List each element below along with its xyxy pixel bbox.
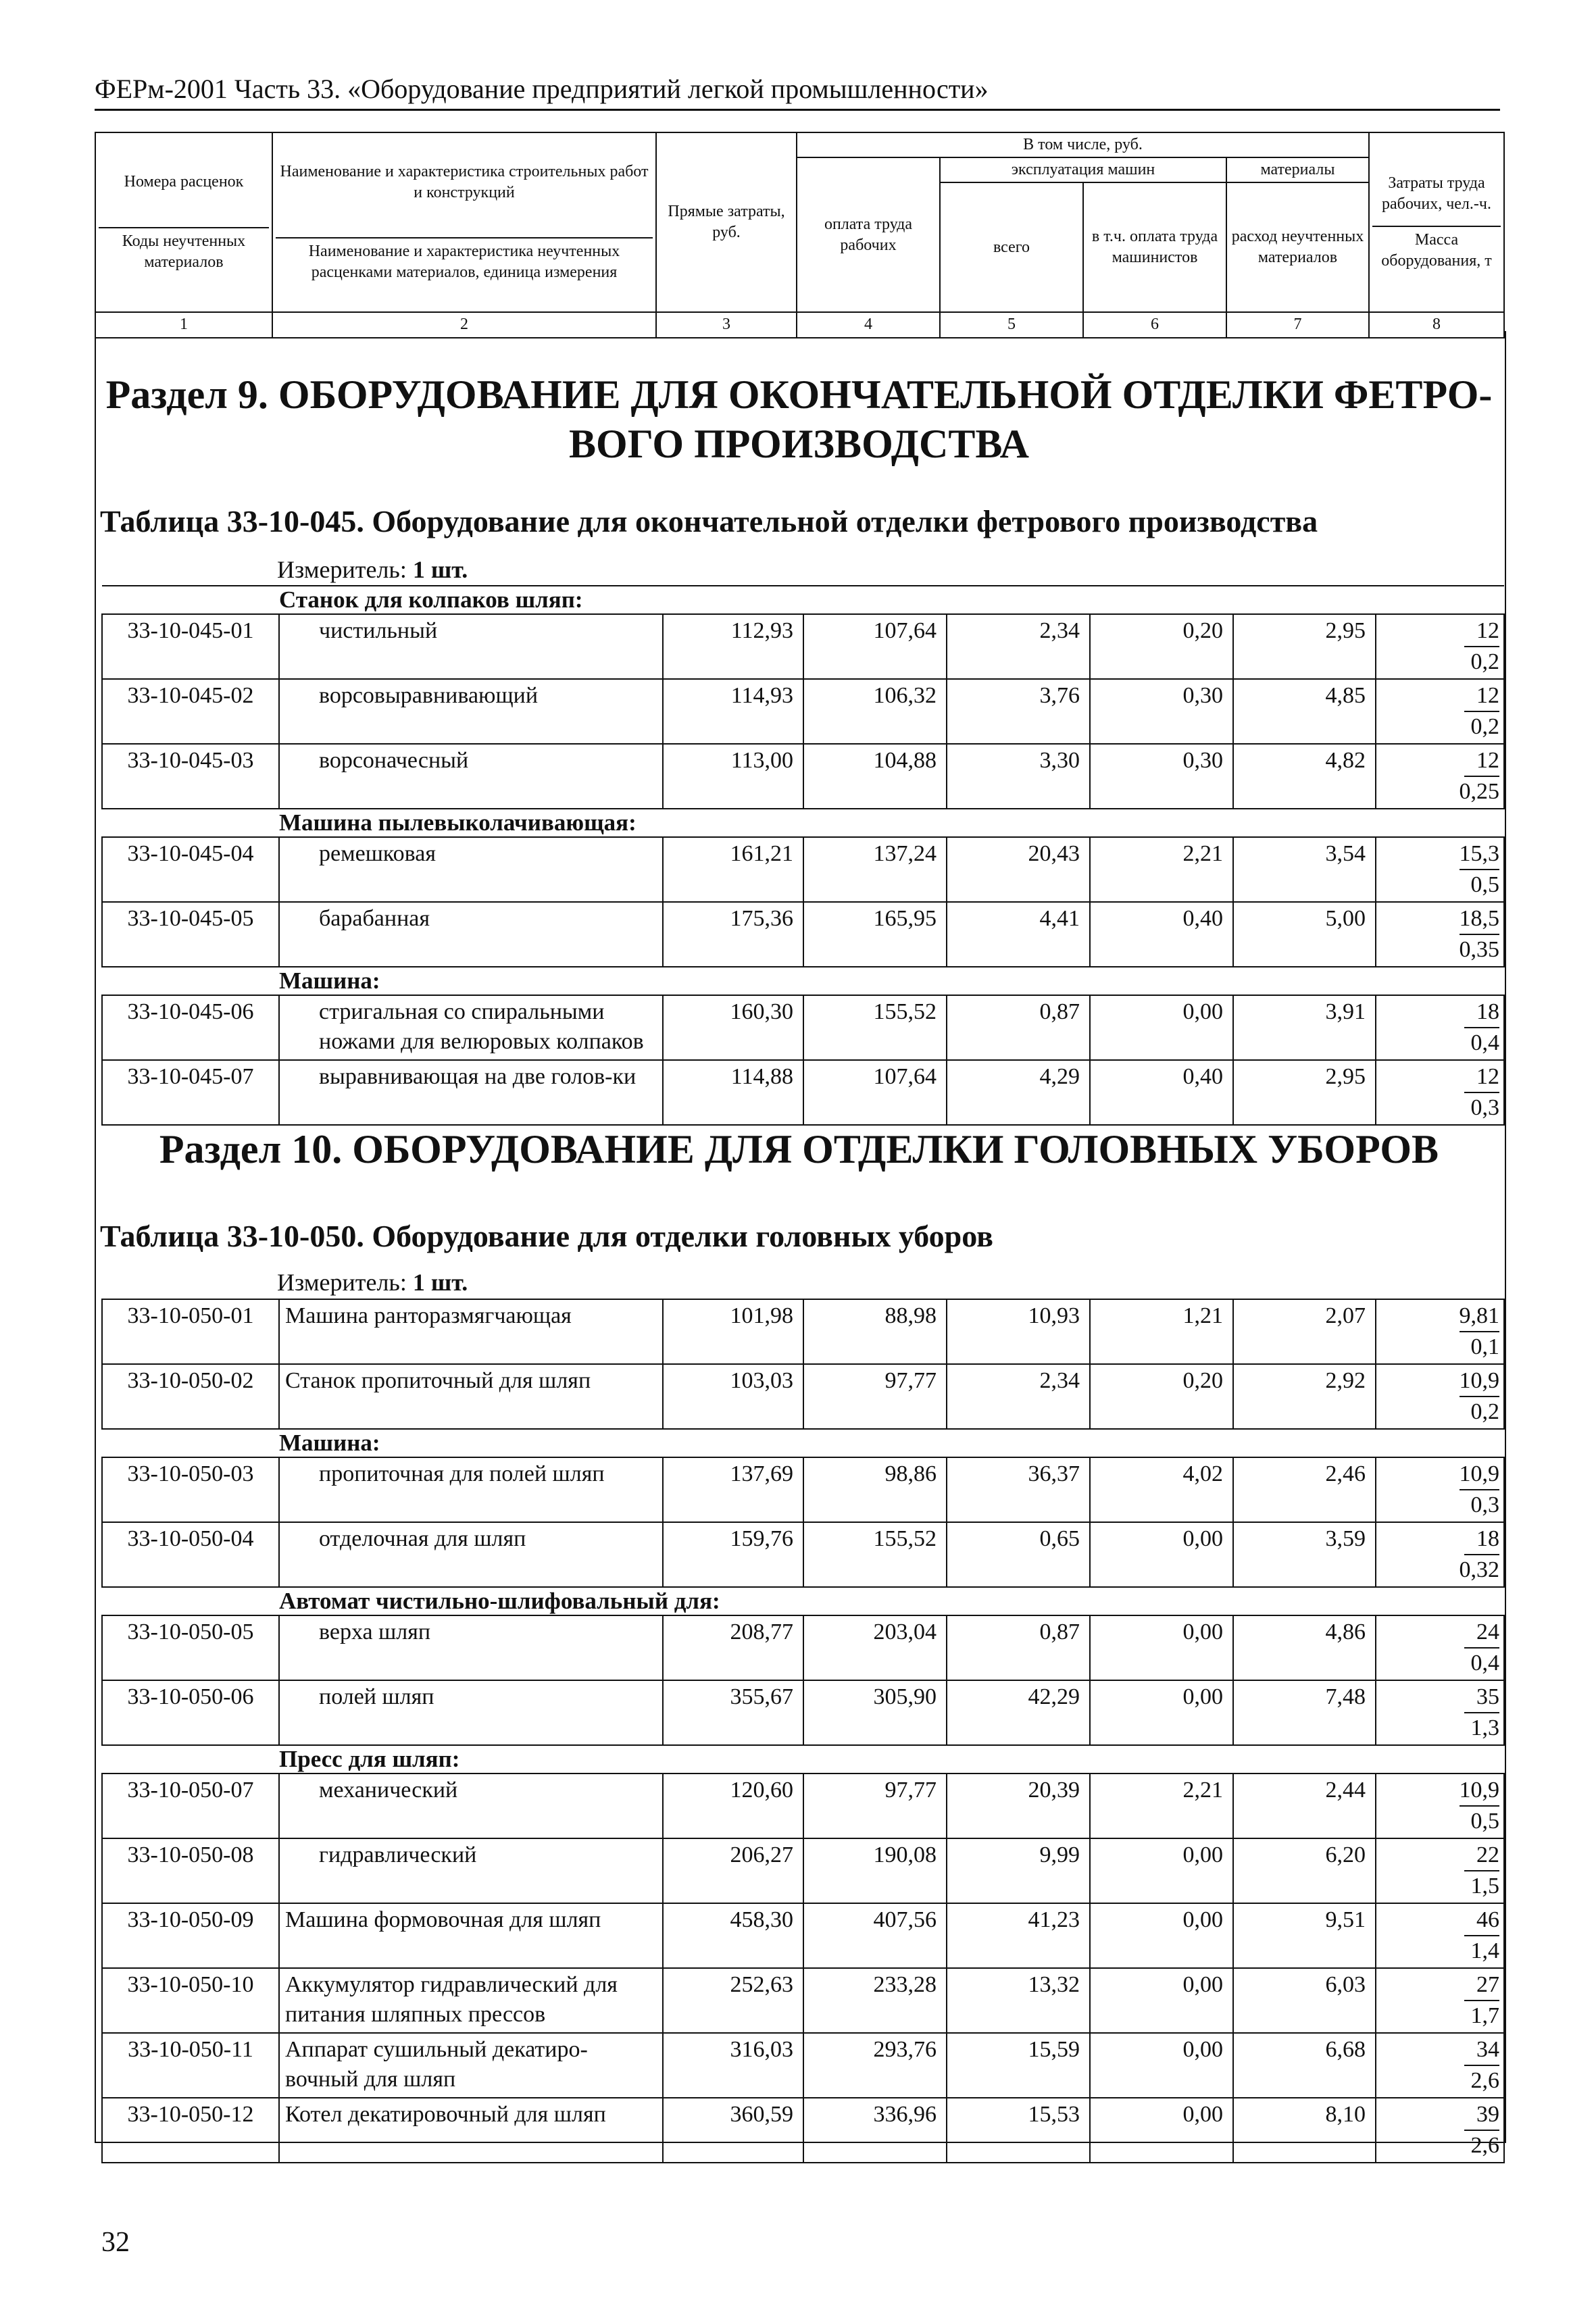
labor-hours: 18: [1464, 997, 1499, 1028]
worker-labor-cost: 293,76: [803, 2033, 947, 2098]
item-name: чистильный: [279, 614, 663, 679]
col4-header: оплата труда рабочих: [797, 157, 940, 312]
labor-hours: 12: [1464, 681, 1499, 712]
col-number: 1: [95, 312, 272, 337]
equipment-mass: 0,4: [1470, 1030, 1500, 1055]
labor-hours: 46: [1464, 1905, 1499, 1936]
labor-hours-and-mass: [1376, 902, 1504, 967]
rate-code: 33-10-045-04: [102, 837, 279, 902]
col1-header: [95, 132, 272, 312]
table-row: [102, 995, 1504, 1060]
machinist-labor-cost: 0,00: [1090, 1615, 1233, 1680]
machinist-labor-cost: 0,00: [1090, 1838, 1233, 1903]
machine-cost-total: 2,34: [947, 1364, 1090, 1429]
materials-cost: 4,85: [1233, 679, 1376, 744]
machinist-labor-cost: 0,30: [1090, 744, 1233, 809]
labor-hours-and-mass: [1376, 679, 1504, 744]
machine-cost-total: 36,37: [947, 1457, 1090, 1522]
measure-value: 1 шт.: [412, 1269, 468, 1296]
group-heading: Автомат чистильно-шлифовальный для:: [102, 1587, 1504, 1615]
table-33-10-050: [101, 1299, 1505, 2163]
item-name: пропиточная для полей шляп: [279, 1457, 663, 1522]
direct-costs: 208,77: [663, 1615, 803, 1680]
col8-header: [1369, 132, 1504, 312]
rate-code: 33-10-050-12: [102, 2098, 279, 2163]
col1-header-bottom: Коды неучтенных материалов: [99, 227, 269, 273]
worker-labor-cost: 98,86: [803, 1457, 947, 1522]
table-row: [102, 1680, 1504, 1745]
rate-code: 33-10-045-02: [102, 679, 279, 744]
direct-costs: 120,60: [663, 1774, 803, 1838]
labor-hours-and-mass: [1376, 1903, 1504, 1968]
col2-header: [272, 132, 656, 312]
labor-hours-and-mass: [1376, 1522, 1504, 1587]
labor-hours-and-mass: [1376, 1299, 1504, 1364]
labor-hours: 15,3: [1460, 839, 1500, 870]
direct-costs: 103,03: [663, 1364, 803, 1429]
materials-cost: 3,59: [1233, 1522, 1376, 1587]
item-name: ремешковая: [279, 837, 663, 902]
materials-cost: 5,00: [1233, 902, 1376, 967]
item-name: Котел декатировочный для шляп: [279, 2098, 663, 2163]
rate-code: 33-10-045-07: [102, 1060, 279, 1125]
labor-hours: 22: [1464, 1840, 1499, 1871]
col-number: 7: [1226, 312, 1369, 337]
machine-cost-total: 0,87: [947, 995, 1090, 1060]
direct-costs: 159,76: [663, 1522, 803, 1587]
equipment-mass: 0,2: [1470, 714, 1500, 739]
labor-hours: 10,9: [1460, 1366, 1500, 1397]
item-name: барабанная: [279, 902, 663, 967]
item-name: Аппарат сушильный декатиро-вочный для шляп: [279, 2033, 663, 2098]
machinist-labor-cost: 0,00: [1090, 1903, 1233, 1968]
materials-cost: 2,92: [1233, 1364, 1376, 1429]
machinist-labor-cost: 0,00: [1090, 995, 1233, 1060]
machine-cost-total: 20,39: [947, 1774, 1090, 1838]
table-row: [102, 744, 1504, 809]
labor-hours: 24: [1464, 1617, 1499, 1649]
page-number: 32: [101, 2227, 130, 2258]
group-heading-row: [102, 1429, 1504, 1457]
machine-cost-total: 4,29: [947, 1060, 1090, 1125]
labor-hours-and-mass: [1376, 1364, 1504, 1429]
group-exploit-header: эксплуатация машин: [940, 157, 1226, 182]
item-name: Аккумулятор гидравлический для питания шляпных прессов: [279, 1968, 663, 2033]
item-name: стригальная со спиральными ножами для велюровых колпаков: [279, 995, 663, 1060]
group-heading: Станок для колпаков шляп:: [102, 586, 1504, 614]
materials-cost: 2,95: [1233, 614, 1376, 679]
direct-costs: 175,36: [663, 902, 803, 967]
worker-labor-cost: 233,28: [803, 1968, 947, 2033]
equipment-mass: 1,5: [1470, 1873, 1499, 1898]
rate-code: 33-10-045-01: [102, 614, 279, 679]
machine-cost-total: 0,87: [947, 1615, 1090, 1680]
machine-cost-total: 9,99: [947, 1838, 1090, 1903]
col-number: 3: [656, 312, 797, 337]
materials-cost: 2,44: [1233, 1774, 1376, 1838]
direct-costs: 458,30: [663, 1903, 803, 1968]
group-incl-header: В том числе, руб.: [797, 132, 1369, 157]
machinist-labor-cost: 0,40: [1090, 1060, 1233, 1125]
labor-hours-and-mass: [1376, 1774, 1504, 1838]
worker-labor-cost: 203,04: [803, 1615, 947, 1680]
machinist-labor-cost: 0,00: [1090, 2033, 1233, 2098]
machinist-labor-cost: 0,00: [1090, 2098, 1233, 2163]
rate-code: 33-10-050-05: [102, 1615, 279, 1680]
equipment-mass: 0,2: [1470, 1399, 1499, 1424]
direct-costs: 113,00: [663, 744, 803, 809]
materials-cost: 9,51: [1233, 1903, 1376, 1968]
labor-hours-and-mass: [1376, 995, 1504, 1060]
item-name: Машина ранторазмягчающая: [279, 1299, 663, 1364]
materials-cost: 4,82: [1233, 744, 1376, 809]
item-name: ворсовыравнивающий: [279, 679, 663, 744]
direct-costs: 114,88: [663, 1060, 803, 1125]
section-9-title: Раздел 9. ОБОРУДОВАНИЕ ДЛЯ ОКОНЧАТЕЛЬНОЙ ОТДЕЛКИ ФЕТРО-ВОГО ПРОИЗВОДСТВА: [105, 372, 1493, 467]
direct-costs: 161,21: [663, 837, 803, 902]
col5-header: всего: [940, 182, 1083, 312]
group-heading-row: [102, 586, 1504, 614]
labor-hours-and-mass: [1376, 2033, 1504, 2098]
labor-hours-and-mass: [1376, 1838, 1504, 1903]
equipment-mass: 0,2: [1470, 649, 1500, 674]
machine-cost-total: 41,23: [947, 1903, 1090, 1968]
machinist-labor-cost: 0,20: [1090, 1364, 1233, 1429]
worker-labor-cost: 407,56: [803, 1903, 947, 1968]
table-row: [102, 1299, 1504, 1364]
materials-cost: 2,46: [1233, 1457, 1376, 1522]
running-title: ФЕРм-2001 Часть 33. «Оборудование предприятий легкой промышленности»: [95, 73, 1500, 111]
group-heading-row: [102, 1587, 1504, 1615]
section-10-title: Раздел 10. ОБОРУДОВАНИЕ ДЛЯ ОТДЕЛКИ ГОЛОВНЫХ УБОРОВ: [159, 1127, 1439, 1172]
group-heading: Машина пылевыколачивающая:: [102, 809, 1504, 837]
labor-hours-and-mass: [1376, 2098, 1504, 2163]
group-heading-row: [102, 1745, 1504, 1774]
rate-code: 33-10-050-02: [102, 1364, 279, 1429]
group-materials-header: материалы: [1226, 157, 1369, 182]
col8-header-bottom: Масса оборудования, т: [1372, 226, 1501, 272]
machinist-labor-cost: 0,20: [1090, 614, 1233, 679]
direct-costs: 316,03: [663, 2033, 803, 2098]
col7-header: расход неучтенных материалов: [1226, 182, 1369, 312]
machinist-labor-cost: 4,02: [1090, 1457, 1233, 1522]
table-row: [102, 1838, 1504, 1903]
item-name: гидравлический: [279, 1838, 663, 1903]
labor-hours: 12: [1464, 616, 1499, 647]
materials-cost: 3,91: [1233, 995, 1376, 1060]
direct-costs: 355,67: [663, 1680, 803, 1745]
col-number: 6: [1083, 312, 1226, 337]
direct-costs: 160,30: [663, 995, 803, 1060]
equipment-mass: 0,32: [1459, 1557, 1499, 1582]
worker-labor-cost: 305,90: [803, 1680, 947, 1745]
labor-hours-and-mass: [1376, 614, 1504, 679]
materials-cost: 2,07: [1233, 1299, 1376, 1364]
direct-costs: 101,98: [663, 1299, 803, 1364]
machine-cost-total: 3,76: [947, 679, 1090, 744]
item-name: полей шляп: [279, 1680, 663, 1745]
column-header-table: [95, 132, 1505, 338]
machinist-labor-cost: 0,00: [1090, 1968, 1233, 2033]
rate-code: 33-10-050-04: [102, 1522, 279, 1587]
labor-hours: 39: [1464, 2100, 1499, 2131]
materials-cost: 6,20: [1233, 1838, 1376, 1903]
group-heading: Пресс для шляп:: [102, 1745, 1504, 1774]
col-number: 8: [1369, 312, 1504, 337]
table-row: [102, 1457, 1504, 1522]
equipment-mass: 0,5: [1470, 872, 1500, 897]
labor-hours: 18: [1464, 1524, 1499, 1555]
machinist-labor-cost: 1,21: [1090, 1299, 1233, 1364]
table-33-10-045: [101, 585, 1505, 1126]
labor-hours: 35: [1464, 1682, 1499, 1713]
rate-code: 33-10-050-06: [102, 1680, 279, 1745]
item-name: ворсоначесный: [279, 744, 663, 809]
machinist-labor-cost: 2,21: [1090, 1774, 1233, 1838]
worker-labor-cost: 155,52: [803, 995, 947, 1060]
col1-header-top: Номера расценок: [124, 173, 244, 191]
machinist-labor-cost: 0,00: [1090, 1522, 1233, 1587]
table-row: [102, 1615, 1504, 1680]
worker-labor-cost: 107,64: [803, 614, 947, 679]
labor-hours-and-mass: [1376, 1060, 1504, 1125]
machinist-labor-cost: 0,40: [1090, 902, 1233, 967]
machine-cost-total: 4,41: [947, 902, 1090, 967]
col6-header: в т.ч. оплата труда машинистов: [1083, 182, 1226, 312]
worker-labor-cost: 336,96: [803, 2098, 947, 2163]
labor-hours-and-mass: [1376, 744, 1504, 809]
equipment-mass: 0,3: [1470, 1095, 1500, 1120]
table-row: [102, 2033, 1504, 2098]
rate-code: 33-10-050-09: [102, 1903, 279, 1968]
rate-code: 33-10-050-07: [102, 1774, 279, 1838]
equipment-mass: 1,4: [1470, 1938, 1499, 1963]
col8-header-top: Затраты труда рабочих, чел.-ч.: [1382, 174, 1491, 213]
table-row: [102, 1774, 1504, 1838]
machinist-labor-cost: 0,00: [1090, 1680, 1233, 1745]
equipment-mass: 0,1: [1470, 1334, 1499, 1359]
col-number: 5: [940, 312, 1083, 337]
rate-code: 33-10-050-01: [102, 1299, 279, 1364]
worker-labor-cost: 107,64: [803, 1060, 947, 1125]
rate-code: 33-10-045-05: [102, 902, 279, 967]
table-row: [102, 614, 1504, 679]
col-number: 2: [272, 312, 656, 337]
machine-cost-total: 15,53: [947, 2098, 1090, 2163]
item-name: механический: [279, 1774, 663, 1838]
equipment-mass: 0,5: [1470, 1809, 1499, 1834]
machinist-labor-cost: 0,30: [1090, 679, 1233, 744]
table-row: [102, 902, 1504, 967]
col2-header-bottom: Наименование и характеристика неучтенных расценками материалов, единица измерения: [276, 237, 653, 283]
item-name: выравнивающая на две голов-ки: [279, 1060, 663, 1125]
equipment-mass: 0,3: [1470, 1492, 1499, 1517]
machine-cost-total: 2,34: [947, 614, 1090, 679]
labor-hours: 10,9: [1460, 1776, 1500, 1807]
labor-hours-and-mass: [1376, 837, 1504, 902]
machine-cost-total: 20,43: [947, 837, 1090, 902]
worker-labor-cost: 137,24: [803, 837, 947, 902]
direct-costs: 360,59: [663, 2098, 803, 2163]
worker-labor-cost: 190,08: [803, 1838, 947, 1903]
direct-costs: 112,93: [663, 614, 803, 679]
measure-value: 1 шт.: [412, 556, 468, 583]
materials-cost: 7,48: [1233, 1680, 1376, 1745]
col-number: 4: [797, 312, 940, 337]
table-row: [102, 837, 1504, 902]
machine-cost-total: 13,32: [947, 1968, 1090, 2033]
col2-header-top: Наименование и характеристика строительных работ и конструкций: [280, 162, 649, 201]
labor-hours-and-mass: [1376, 1968, 1504, 2033]
labor-hours: 18,5: [1460, 904, 1500, 935]
table-row: [102, 2098, 1504, 2163]
direct-costs: 114,93: [663, 679, 803, 744]
materials-cost: 6,68: [1233, 2033, 1376, 2098]
table-33-10-045-title: Таблица 33-10-045. Оборудование для окончательной отделки фетрового производства: [100, 504, 1318, 538]
group-heading-row: [102, 967, 1504, 995]
labor-hours: 27: [1464, 1970, 1499, 2001]
group-heading-row: [102, 809, 1504, 837]
materials-cost: 2,95: [1233, 1060, 1376, 1125]
direct-costs: 252,63: [663, 1968, 803, 2033]
worker-labor-cost: 106,32: [803, 679, 947, 744]
worker-labor-cost: 97,77: [803, 1364, 947, 1429]
measure-label: [277, 555, 468, 584]
labor-hours: 34: [1464, 2035, 1499, 2066]
machine-cost-total: 3,30: [947, 744, 1090, 809]
direct-costs: 137,69: [663, 1457, 803, 1522]
equipment-mass: 1,3: [1470, 1715, 1499, 1740]
group-heading: Машина:: [102, 1429, 1504, 1457]
table-row: [102, 1060, 1504, 1125]
equipment-mass: 0,4: [1470, 1651, 1499, 1676]
table-row: [102, 1968, 1504, 2033]
direct-costs: 206,27: [663, 1838, 803, 1903]
group-heading: Машина:: [102, 967, 1504, 995]
machine-cost-total: 0,65: [947, 1522, 1090, 1587]
materials-cost: 6,03: [1233, 1968, 1376, 2033]
rate-code: 33-10-050-10: [102, 1968, 279, 2033]
rate-code: 33-10-045-06: [102, 995, 279, 1060]
labor-hours: 10,9: [1460, 1459, 1500, 1490]
worker-labor-cost: 97,77: [803, 1774, 947, 1838]
equipment-mass: 0,25: [1459, 779, 1500, 804]
table-row: [102, 1364, 1504, 1429]
equipment-mass: 1,7: [1470, 2003, 1499, 2028]
rate-code: 33-10-050-11: [102, 2033, 279, 2098]
materials-cost: 8,10: [1233, 2098, 1376, 2163]
materials-cost: 3,54: [1233, 837, 1376, 902]
worker-labor-cost: 165,95: [803, 902, 947, 967]
item-name: Машина формовочная для шляп: [279, 1903, 663, 1968]
col3-header: Прямые затраты, руб.: [656, 132, 797, 312]
rate-code: 33-10-050-08: [102, 1838, 279, 1903]
table-33-10-050-title: Таблица 33-10-050. Оборудование для отделки головных уборов: [100, 1219, 993, 1253]
table-row: [102, 679, 1504, 744]
item-name: верха шляп: [279, 1615, 663, 1680]
labor-hours: 12: [1464, 1062, 1499, 1093]
labor-hours-and-mass: [1376, 1680, 1504, 1745]
worker-labor-cost: 104,88: [803, 744, 947, 809]
table-row: [102, 1903, 1504, 1968]
rate-code: 33-10-045-03: [102, 744, 279, 809]
labor-hours-and-mass: [1376, 1615, 1504, 1680]
machine-cost-total: 42,29: [947, 1680, 1090, 1745]
labor-hours: 12: [1464, 746, 1499, 777]
equipment-mass: 2,6: [1470, 2133, 1499, 2158]
equipment-mass: 0,35: [1459, 937, 1500, 962]
measure-label-text: Измеритель:: [277, 1269, 407, 1296]
machine-cost-total: 10,93: [947, 1299, 1090, 1364]
item-name: отделочная для шляп: [279, 1522, 663, 1587]
labor-hours-and-mass: [1376, 1457, 1504, 1522]
machinist-labor-cost: 2,21: [1090, 837, 1233, 902]
item-name: Станок пропиточный для шляп: [279, 1364, 663, 1429]
rate-code: 33-10-050-03: [102, 1457, 279, 1522]
labor-hours: 9,81: [1460, 1301, 1500, 1332]
worker-labor-cost: 155,52: [803, 1522, 947, 1587]
measure-label: [277, 1268, 468, 1297]
worker-labor-cost: 88,98: [803, 1299, 947, 1364]
equipment-mass: 2,6: [1470, 2068, 1499, 2093]
table-row: [102, 1522, 1504, 1587]
materials-cost: 4,86: [1233, 1615, 1376, 1680]
machine-cost-total: 15,59: [947, 2033, 1090, 2098]
measure-label-text: Измеритель:: [277, 556, 407, 583]
